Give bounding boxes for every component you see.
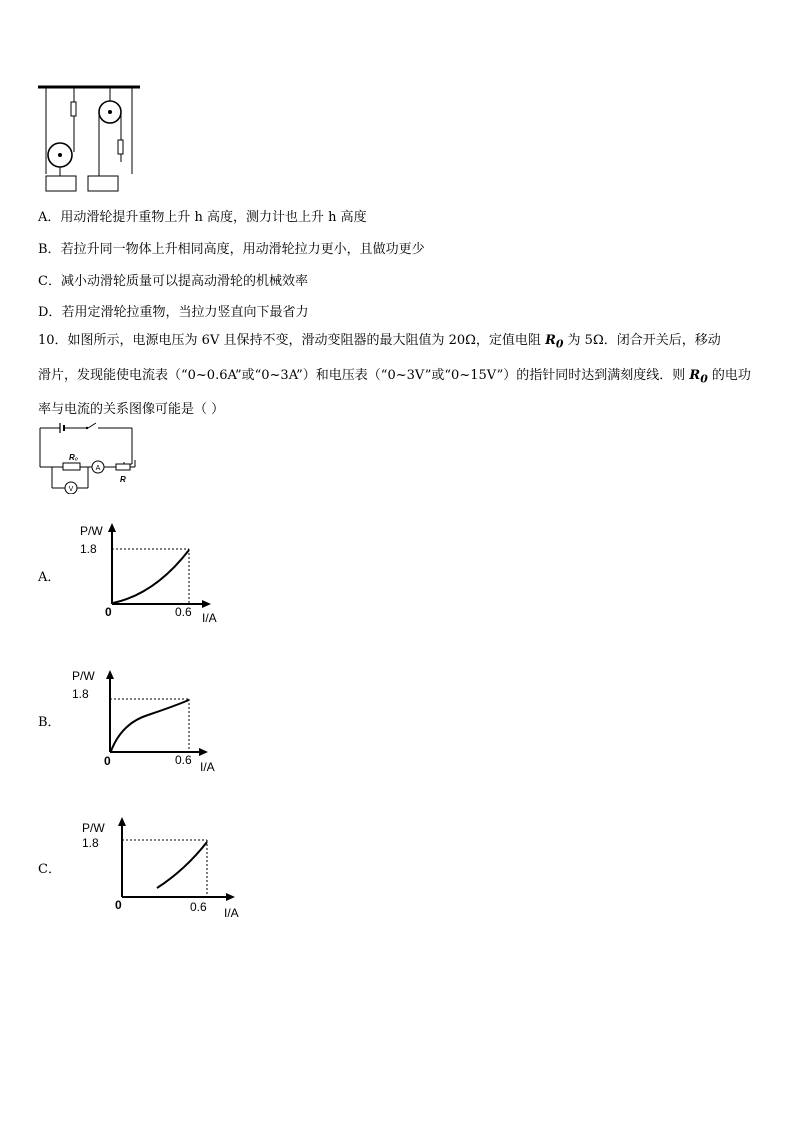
voltmeter-label: V [68, 486, 74, 493]
x-max-tick: 0.6 [175, 753, 192, 767]
option-a [38, 206, 367, 225]
circuit-diagram [36, 422, 140, 494]
graph-b [60, 665, 230, 777]
origin-label: 0 [105, 605, 112, 619]
graph-option-letter-b: B． [38, 715, 61, 730]
question-10 [38, 325, 758, 425]
y-max-tick: 1.8 [72, 687, 89, 701]
r-label: R [120, 475, 126, 484]
y-max-tick: 1.8 [80, 542, 97, 556]
ammeter-label: A [95, 465, 101, 472]
r0-symbol: $R_0$ [545, 333, 564, 351]
graph-option-letter-c: C． [38, 862, 61, 877]
x-max-tick: 0.6 [190, 900, 207, 914]
x-axis-label: I/A [200, 760, 215, 774]
question-line-3: 率与电流的关系图像可能是（ ） [38, 402, 225, 418]
x-axis-label: I/A [202, 611, 217, 625]
y-axis-label: P/W [72, 669, 95, 683]
option-text: 若用定滑轮拉重物，当拉力竖直向下最省力 [61, 305, 309, 320]
question-line-1: 10．如图所示，电源电压为 6V 且保持不变，滑动变阻器的最大阻值为 20Ω，定值电阻 $R_0$ 为 5Ω．闭合开关后，移动 [38, 333, 721, 351]
origin-label: 0 [115, 898, 122, 912]
option-b [38, 238, 425, 257]
question-line-2: 滑片，发现能使电流表（“0~0.6A”或“0~3A”）和电压表（“0~3V”或“0~15V”）的指针同时达到满刻度线．则 $R_0$ 的电功 [38, 367, 751, 386]
option-letter: A． [38, 210, 61, 225]
origin-label: 0 [104, 754, 111, 768]
y-axis-label: P/W [82, 821, 105, 835]
y-max-tick: 1.8 [82, 836, 99, 850]
graph-option-letter-a: A． [38, 570, 61, 585]
option-text: 若拉升同一物体上升相同高度，用动滑轮拉力更小，且做功更少 [60, 242, 425, 257]
x-axis-label: I/A [224, 906, 239, 920]
option-letter: C． [38, 274, 61, 289]
graph-c [60, 812, 250, 924]
option-text: 用动滑轮提升重物上升 h 高度，测力计也上升 h 高度 [60, 210, 367, 225]
r0-symbol: $R_0$ [689, 367, 708, 386]
y-axis-label: P/W [80, 524, 103, 538]
option-letter: B． [38, 242, 61, 257]
option-d [38, 301, 308, 320]
r0-label: R₀ [69, 453, 78, 462]
option-text: 减小动滑轮质量可以提高动滑轮的机械效率 [60, 274, 308, 289]
x-max-tick: 0.6 [175, 605, 192, 619]
option-c [38, 270, 308, 289]
graph-a [60, 518, 230, 630]
option-letter: D． [38, 305, 62, 320]
pulley-figure [36, 82, 146, 194]
